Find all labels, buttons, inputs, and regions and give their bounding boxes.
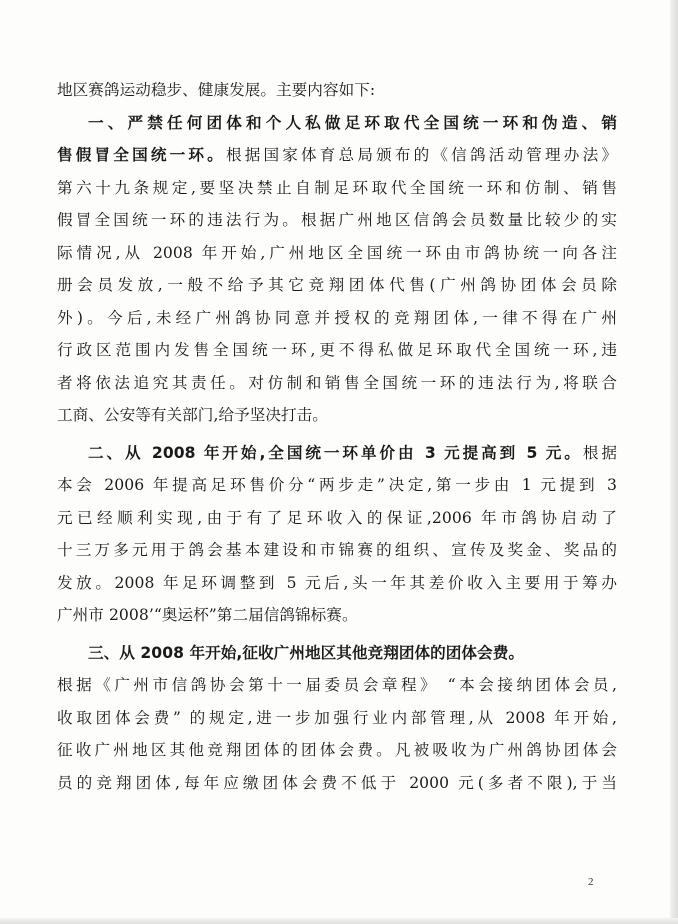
- text-run: 根据: [582, 443, 617, 462]
- text-run: 发放。2008 年足环调整到 5 元后,头一年其差价收入主要用于筹办: [57, 573, 617, 592]
- text-run: 地区赛鸽运动稳步、健康发展。主要内容如下:: [57, 81, 376, 99]
- text-run: 根据《广州市信鸽协会第十一届委员会章程》 “本会接纳团体会员,: [57, 676, 617, 694]
- text-line: [57, 567, 617, 600]
- text-run: 册会员发放,一般不给予其它竞翔团体代售(广州鸽协团体会员除: [57, 276, 617, 294]
- text-run: 征收广州地区其他竞翔团体的团体会费。凡被吸收为广州鸽协团体会: [57, 741, 617, 759]
- bold-text-run: 售假冒全国统一环。: [57, 146, 226, 164]
- text-line: [57, 469, 617, 502]
- text-run: 收取团体会费” 的规定,进一步加强行业内部管理,从 2008 年开始,: [57, 708, 617, 727]
- text-run: 元已经顺利实现,由于有了足环收入的保证,2006 年市鸽协启动了: [57, 508, 617, 527]
- text-run: 假冒全国统一环的违法行为。根据广州地区信鸽会员数量比较少的实: [57, 211, 617, 229]
- text-line: [57, 637, 617, 670]
- scan-edge-bottom: [0, 918, 678, 924]
- text-line: [57, 74, 617, 107]
- text-run: 者将依法追究其责任。对仿制和销售全国统一环的违法行为,将联合: [57, 373, 617, 392]
- text-run: 行政区范围内发售全国统一环,更不得私做足环取代全国统一环,违: [57, 341, 617, 359]
- text-line: [57, 734, 617, 767]
- text-run: 际情况,从 2008 年开始,广州地区全国统一环由市鸽协统一向各注: [57, 243, 617, 262]
- text-line: [57, 702, 617, 735]
- text-line: [57, 237, 617, 270]
- bold-text-run: 一、严禁任何团体和个人私做足环取代全国统一环和伪造、销: [88, 113, 617, 132]
- text-line: [57, 669, 617, 702]
- text-line: [57, 767, 617, 800]
- text-line: [57, 437, 617, 470]
- text-line: [57, 172, 617, 205]
- text-run: 外)。今后,未经广州鸽协同意并授权的竞翔团体,一律不得在广州: [57, 308, 617, 327]
- text-run: 本会 2006 年提高足环售价分“两步走”决定,第一步由 1 元提到 3: [57, 476, 617, 494]
- text-line: [57, 302, 617, 335]
- text-run: 十三万多元用于鸽会基本建设和市锦赛的组织、宣传及奖金、奖品的: [57, 541, 617, 559]
- text-line: [57, 107, 617, 140]
- text-run: 广州市 2008’“奥运杯”第二届信鸽锦标赛。: [57, 606, 358, 624]
- text-run: 员的竞翔团体,每年应缴团体会费不低于 2000 元(多者不限),于当: [57, 773, 617, 792]
- document-body: [57, 74, 617, 799]
- page-number: 2: [588, 876, 594, 888]
- text-line: [57, 204, 617, 237]
- bold-text-run: 三、从 2008 年开始,征收广州地区其他竞翔团体的团体会费。: [88, 643, 524, 662]
- text-line: [57, 367, 617, 400]
- scan-edge-right: [670, 0, 678, 924]
- text-line: [57, 269, 617, 302]
- text-line: [57, 399, 617, 432]
- text-line: [57, 334, 617, 367]
- text-run: 根据国家体育总局颁布的《信鸽活动管理办法》: [225, 146, 617, 164]
- text-run: 第六十九条规定,要坚决禁止自制足环取代全国统一环和仿制、销售: [57, 178, 617, 197]
- text-run: 工商、公安等有关部门,给予坚决打击。: [57, 406, 328, 424]
- text-line: [57, 502, 617, 535]
- text-line: [57, 599, 617, 632]
- text-line: [57, 139, 617, 172]
- text-line: [57, 534, 617, 567]
- bold-text-run: 二、从 2008 年开始,全国统一环单价由 3 元提高到 5 元。: [88, 443, 583, 462]
